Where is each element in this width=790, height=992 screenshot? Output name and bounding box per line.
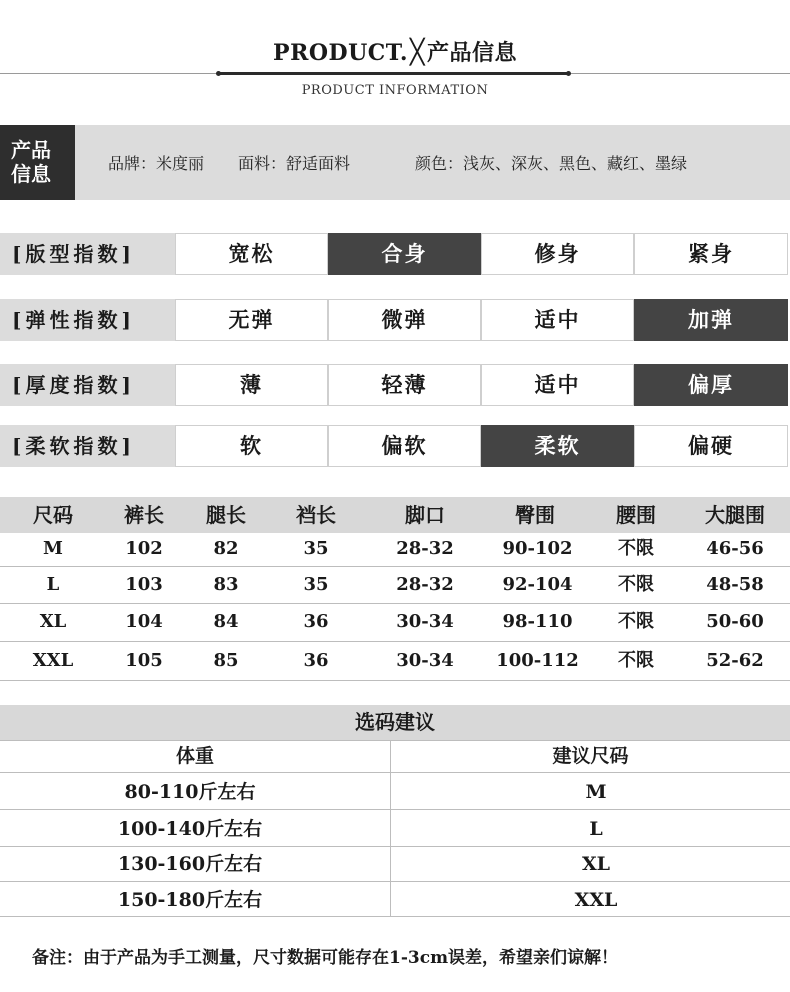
size-cell: 不限 xyxy=(618,538,654,559)
size-cell: 28-32 xyxy=(396,574,454,595)
suggestion-size: M xyxy=(585,781,607,803)
size-cell: 82 xyxy=(213,538,239,559)
page-subtitle: PRODUCT INFORMATION xyxy=(301,83,489,98)
index-label: [柔软指数] xyxy=(0,425,175,467)
divider-dot-left xyxy=(216,71,221,76)
size-cell: 30-34 xyxy=(396,650,454,671)
index-option-selected: 加弹 xyxy=(634,299,788,341)
size-cell: 48-58 xyxy=(706,574,764,595)
divider-dot-right xyxy=(566,71,571,76)
index-label: [版型指数] xyxy=(0,233,175,275)
index-option: 偏软 xyxy=(328,425,481,467)
index-row-softness xyxy=(0,425,790,467)
size-header-cell: 大腿围 xyxy=(705,503,765,527)
size-cell: 35 xyxy=(303,574,329,595)
size-header-cell: 腿长 xyxy=(206,503,246,527)
measurement-note: 备注：由于产品为手工测量，尺寸数据可能存在1-3cm误差，希望亲们谅解！ xyxy=(32,948,619,968)
size-header-cell: 臀围 xyxy=(515,503,555,527)
size-cell: M xyxy=(43,538,63,559)
size-header-cell: 裆长 xyxy=(296,503,336,527)
info-label-line2: 信息 xyxy=(11,162,51,186)
index-option: 适中 xyxy=(481,364,634,406)
size-cell: 105 xyxy=(125,650,163,671)
index-option: 修身 xyxy=(481,233,634,275)
index-option: 轻薄 xyxy=(328,364,481,406)
index-option: 软 xyxy=(175,425,328,467)
size-cell: 100-112 xyxy=(496,650,579,671)
size-cell: 103 xyxy=(125,574,163,595)
size-cell: 不限 xyxy=(618,574,654,595)
brand-text: 品牌：米度丽 xyxy=(108,154,205,173)
suggestion-header-weight: 体重 xyxy=(175,745,214,767)
index-row-fit xyxy=(0,233,790,275)
colors-text: 颜色：浅灰、深灰、黑色、藏红、墨绿 xyxy=(415,154,688,173)
size-cell: 不限 xyxy=(618,611,654,632)
size-cell: 30-34 xyxy=(396,611,454,632)
index-option-selected: 柔软 xyxy=(481,425,634,467)
size-header-cell: 裤长 xyxy=(124,503,164,527)
size-cell: 98-110 xyxy=(502,611,573,632)
title-en: PRODUCT. xyxy=(273,40,408,66)
size-header-cell: 腰围 xyxy=(616,503,656,527)
size-cell: 不限 xyxy=(618,650,654,671)
index-option-selected: 合身 xyxy=(328,233,481,275)
size-cell: 90-102 xyxy=(502,538,573,559)
suggestion-weight: 150-180斤左右 xyxy=(117,889,263,911)
index-option: 薄 xyxy=(175,364,328,406)
product-info-label xyxy=(0,125,75,200)
page-title xyxy=(0,36,790,67)
suggestion-size: L xyxy=(589,818,603,840)
index-option: 宽松 xyxy=(175,233,328,275)
size-cell: 92-104 xyxy=(502,574,573,595)
suggestion-header-size: 建议尺码 xyxy=(552,745,629,767)
index-option: 偏硬 xyxy=(634,425,788,467)
size-cell: 104 xyxy=(125,611,163,632)
index-option: 适中 xyxy=(481,299,634,341)
suggestion-size: XXL xyxy=(574,889,618,911)
title-separator: ╳ xyxy=(410,38,425,66)
index-label: [弹性指数] xyxy=(0,299,175,341)
header-divider-accent xyxy=(220,72,568,75)
size-cell: 84 xyxy=(213,611,239,632)
size-cell: 50-60 xyxy=(706,611,764,632)
index-row-elasticity xyxy=(0,299,790,341)
size-cell: 102 xyxy=(125,538,163,559)
suggestion-weight: 130-160斤左右 xyxy=(117,853,263,875)
title-cn: 产品信息 xyxy=(426,40,517,66)
index-row-thickness xyxy=(0,364,790,406)
size-cell: XL xyxy=(39,611,67,632)
size-cell: 28-32 xyxy=(396,538,454,559)
size-cell: 35 xyxy=(303,538,329,559)
size-cell: 52-62 xyxy=(706,650,764,671)
size-header-cell: 尺码 xyxy=(33,503,73,527)
suggestion-size: XL xyxy=(581,853,611,875)
suggestion-weight: 100-140斤左右 xyxy=(117,818,263,840)
index-option: 无弹 xyxy=(175,299,328,341)
suggestion-title: 选码建议 xyxy=(0,705,790,740)
size-cell: 36 xyxy=(303,611,329,632)
size-row-divider xyxy=(0,641,790,642)
index-option-selected: 偏厚 xyxy=(634,364,788,406)
index-label: [厚度指数] xyxy=(0,364,175,406)
index-option: 微弹 xyxy=(328,299,481,341)
suggestion-weight: 80-110斤左右 xyxy=(124,781,256,803)
size-cell: 83 xyxy=(213,574,239,595)
size-cell: 36 xyxy=(303,650,329,671)
size-cell: 85 xyxy=(213,650,239,671)
size-cell: 46-56 xyxy=(706,538,764,559)
fabric-text: 面料：舒适面料 xyxy=(238,154,351,173)
info-label-line1: 产品 xyxy=(11,138,51,162)
size-row-divider xyxy=(0,680,790,681)
index-option: 紧身 xyxy=(634,233,788,275)
size-header-cell: 脚口 xyxy=(405,503,445,527)
size-cell: L xyxy=(46,574,60,595)
size-cell: XXL xyxy=(32,650,74,671)
